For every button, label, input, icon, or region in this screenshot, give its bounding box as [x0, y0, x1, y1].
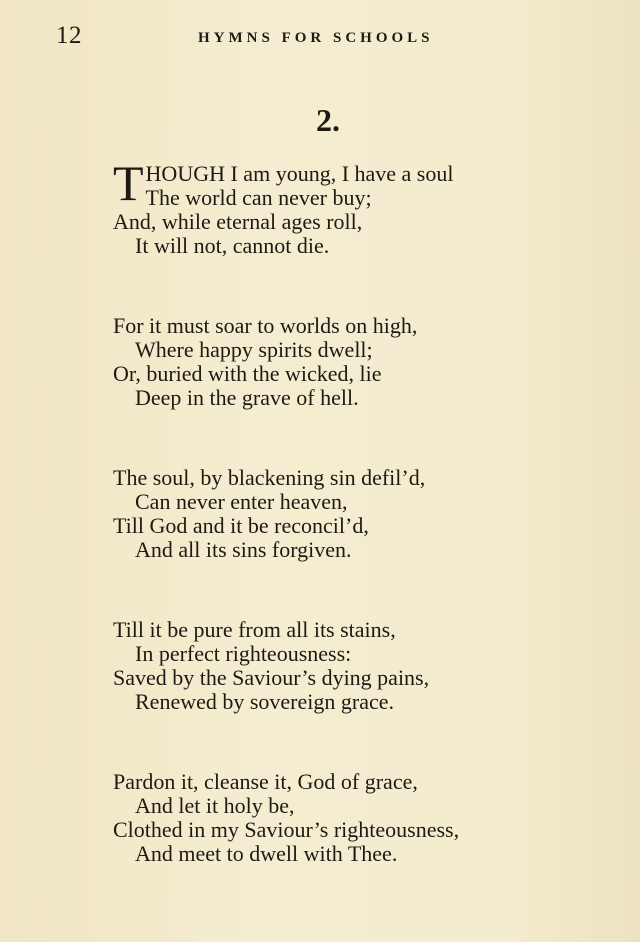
running-head: HYMNS FOR SCHOOLS	[198, 30, 434, 46]
stanza-line: Deep in the grave of hell.	[135, 385, 359, 410]
stanza-1-opening	[113, 155, 593, 211]
stanza-1-line-3: And, while eternal ages roll,	[113, 209, 363, 234]
stanza-1-line-1-text: HOUGH I am young, I have a soul	[145, 161, 454, 186]
stanza-line: In perfect righteousness:	[135, 641, 352, 666]
stanza-line: Till God and it be reconcil’d,	[113, 513, 369, 538]
page-number: 12	[56, 22, 82, 49]
stanza-line: Where happy spirits dwell;	[135, 337, 373, 362]
stanza-1-line-4: It will not, cannot die.	[135, 233, 330, 258]
stanza-line: Renewed by sovereign grace.	[135, 689, 395, 714]
stanza-5	[113, 770, 593, 866]
stanza-line: For it must soar to worlds on high,	[113, 313, 418, 338]
stanza-1	[113, 155, 593, 258]
stanza-line: Clothed in my Saviour’s righteousness,	[113, 817, 460, 842]
drop-cap: T	[113, 155, 144, 211]
stanza-line: The soul, by blackening sin defil’d,	[113, 465, 426, 490]
stanza-line: And meet to dwell with Thee.	[135, 841, 398, 866]
stanza-2	[113, 314, 593, 410]
stanza-3	[113, 466, 593, 562]
stanza-4	[113, 618, 593, 714]
stanza-line: Saved by the Saviour’s dying pains,	[113, 665, 430, 690]
stanza-line: And all its sins forgiven.	[135, 537, 352, 562]
stanza-line: And let it holy be,	[135, 793, 295, 818]
stanza-1-line-2: The world can never buy;	[145, 185, 372, 210]
stanza-line: Pardon it, cleanse it, God of grace,	[113, 769, 418, 794]
stanza-line: Till it be pure from all its stains,	[113, 617, 396, 642]
stanza-line: Or, buried with the wicked, lie	[113, 361, 382, 386]
stanza-line: Can never enter heaven,	[135, 489, 348, 514]
stanza-1-line-1	[113, 162, 593, 186]
hymn-number: 2.	[316, 102, 340, 138]
